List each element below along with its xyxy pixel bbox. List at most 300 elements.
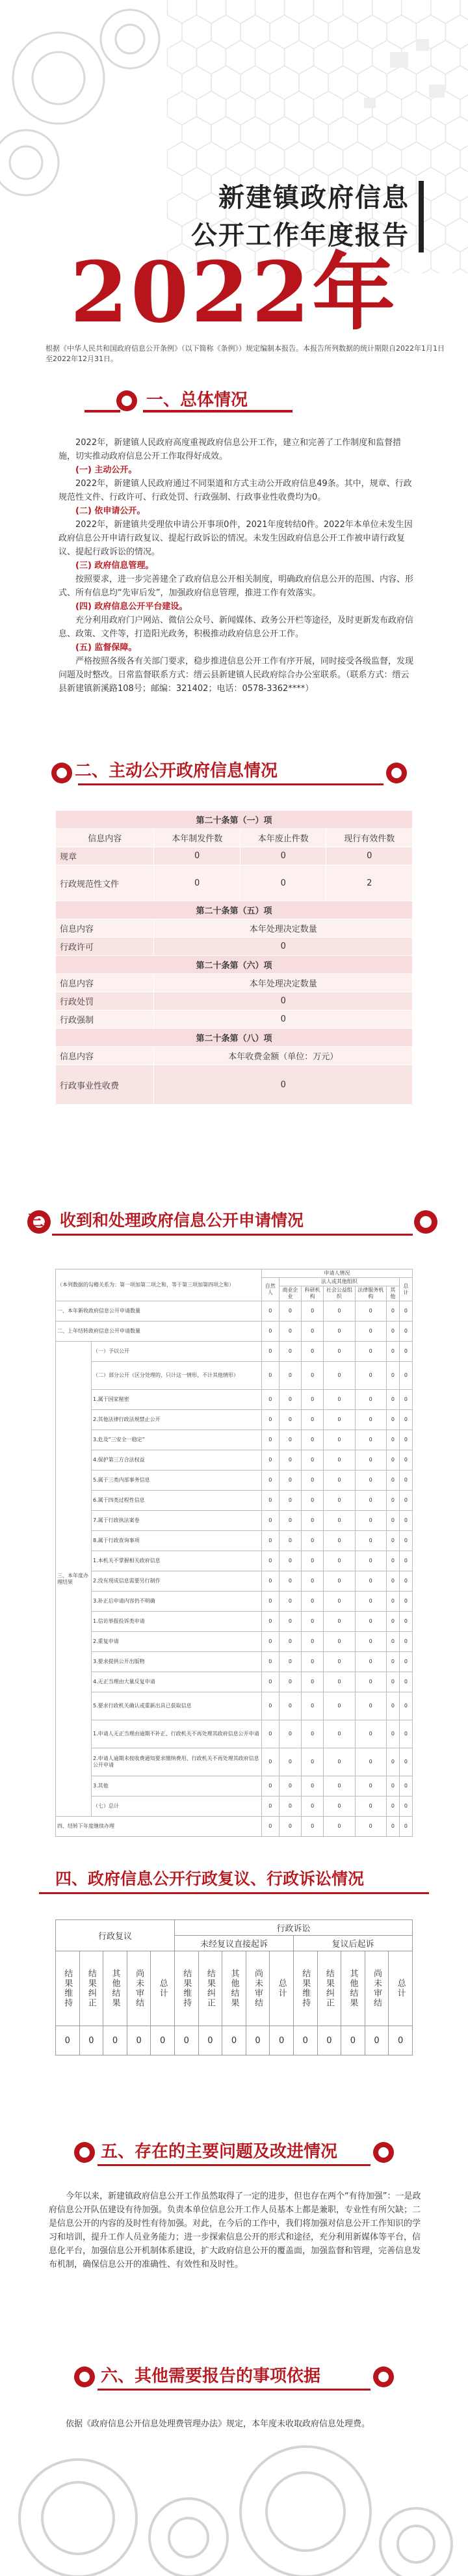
cell: 0 (279, 1551, 301, 1571)
cell: 0 (324, 1592, 355, 1612)
cell: 0 (279, 1720, 301, 1748)
cell: 0 (302, 1491, 324, 1511)
cell: 0 (302, 1450, 324, 1471)
cell: 0 (302, 1410, 324, 1430)
cell: 0 (302, 1592, 324, 1612)
cell: 0 (355, 1776, 386, 1796)
cell: 0 (355, 1592, 386, 1612)
cell: 0 (355, 1531, 386, 1551)
cell: 0 (246, 2026, 270, 2055)
cell: 0 (355, 1471, 386, 1491)
report-header (0, 0, 468, 342)
cell: 0 (355, 1511, 386, 1531)
section-1-body (58, 436, 416, 696)
cell: 0 (261, 1430, 279, 1450)
cell: 0 (355, 1362, 386, 1390)
col-header: 结果维持 (293, 1951, 317, 2026)
col-header: 复议后起诉 (293, 1936, 412, 1951)
row-label: 2.没有现成信息需要另行制作 (92, 1571, 262, 1592)
cell: 0 (399, 1632, 412, 1652)
col-header: 本年收费金额（单位：万元） (154, 1047, 413, 1065)
table-row (56, 1672, 413, 1692)
cell: 0 (261, 1322, 279, 1342)
cell: 0 (261, 1652, 279, 1672)
row-label: 行政许可 (56, 938, 154, 956)
cell: 0 (324, 1342, 355, 1362)
col-header: 其他结果 (103, 1951, 127, 2026)
cell: 0 (355, 1632, 386, 1652)
cell: 0 (279, 1410, 301, 1430)
cell: 0 (386, 1592, 399, 1612)
table-row (56, 1571, 413, 1592)
cell: 0 (261, 1301, 279, 1322)
col-header: 尚未审结 (365, 1951, 389, 2026)
cell: 0 (302, 1390, 324, 1410)
cell: 0 (386, 1342, 399, 1362)
cell: 0 (386, 1551, 399, 1571)
row-label: 二、上年结转政府信息公开申请数量 (56, 1322, 262, 1342)
col-header: 总计 (151, 1951, 175, 2026)
col-header: 总计 (399, 1278, 412, 1301)
cell: 0 (302, 1301, 324, 1322)
cell: 0 (386, 1776, 399, 1796)
row-label: 行政规范性文件 (56, 865, 154, 901)
col-header: 行政诉讼 (174, 1920, 412, 1936)
cell: 0 (399, 1796, 412, 1817)
table-row (56, 1551, 413, 1571)
cell: 0 (174, 2026, 198, 2055)
cell: 0 (151, 2026, 175, 2055)
cell: 0 (386, 1322, 399, 1342)
col-header: 结果纠正 (317, 1951, 341, 2026)
cell: 0 (317, 2026, 341, 2055)
section-1-intro: 2022年，新建镇人民政府高度重视政府信息公开工作，建立和完善了工作制度和监督措施，切实推动政府信息公开工作取得好成效。 (58, 438, 402, 461)
table-row (56, 1612, 413, 1632)
col-header: 未经复议直接起诉 (174, 1936, 293, 1951)
item-1-head: (一) 主动公开。 (75, 465, 137, 475)
cell: 0 (355, 1672, 386, 1692)
cell: 0 (386, 1531, 399, 1551)
col-header: 本年制发件数 (154, 829, 240, 847)
cell: 0 (261, 1672, 279, 1692)
cell: 0 (399, 1491, 412, 1511)
cell: 0 (355, 1571, 386, 1592)
review-litigation-table (55, 1919, 413, 2055)
col-header: 总计 (270, 1951, 294, 2026)
page-title-line1: 新建镇政府信息 (218, 183, 410, 213)
cell: 0 (355, 1612, 386, 1632)
table-row (56, 1720, 413, 1748)
row-label: 8.属于行政查询事项 (92, 1531, 262, 1551)
table-row (56, 1301, 413, 1322)
col-header: 结果维持 (56, 1951, 80, 2026)
col-header: 信息内容 (56, 829, 154, 847)
row-label: 5.要求行政机关确认或重新出具已获取信息 (92, 1692, 262, 1720)
col-header: 尚未审结 (127, 1951, 151, 2026)
item-2-text: 2022年，新建镇共受理依申请公开事项0件，2021年度转结0件。2022年本单位未发生因政府信息公开申请行政复议、提起行政诉讼的情况。未发生因政府信息公开工作被申请行政复议、提起行政诉讼的情况。 (58, 520, 413, 557)
item-3-text: 按照要求，进一步完善建全了政府信息公开相关制度，明确政府信息公开的范围、内容、形式、所有信息均“先审后发”，加强政府信息管理，推进工作有效落实。 (58, 575, 414, 598)
review-column-headers (56, 1951, 413, 2026)
cell: 0 (324, 1632, 355, 1652)
table-row (56, 1692, 413, 1720)
row-label: 行政强制 (56, 1010, 154, 1029)
cell: 0 (324, 1531, 355, 1551)
section-1-header (0, 385, 468, 424)
cell: 0 (324, 1450, 355, 1471)
cell: 0 (302, 1571, 324, 1592)
cell: 0 (324, 1471, 355, 1491)
cell: 0 (386, 1720, 399, 1748)
applications-table-body (56, 1301, 413, 1837)
col-header: 其他 (386, 1286, 399, 1301)
cell: 0 (302, 1362, 324, 1390)
cell: 0 (324, 1776, 355, 1796)
col-header: 本年处理决定数量 (154, 974, 413, 992)
col-header: 本年废止件数 (240, 829, 326, 847)
cell: 0 (399, 1672, 412, 1692)
cell: 0 (399, 1390, 412, 1410)
cell: 0 (279, 1796, 301, 1817)
cell: 0 (399, 1450, 412, 1471)
cell: 0 (399, 1748, 412, 1776)
section-4-header (0, 1861, 468, 1900)
cell: 0 (399, 1551, 412, 1571)
col-header: 信息内容 (56, 919, 154, 938)
caption-20-5: 第二十条第（五）项 (56, 901, 413, 919)
cell: 0 (302, 1342, 324, 1362)
cell: 0 (355, 1551, 386, 1571)
item-2-head: (二) 依申请公开。 (75, 506, 146, 516)
gear-icon (0, 2368, 468, 2576)
section-6-text: 依据《政府信息公开信息处理费管理办法》规定，本年度未收取政府信息处理费。 (66, 2419, 370, 2429)
cell: 0 (324, 1491, 355, 1511)
col-header: 结果纠正 (79, 1951, 103, 2026)
cell: 0 (279, 1322, 301, 1342)
cell: 0 (355, 1491, 386, 1511)
table-row (56, 1390, 413, 1410)
cell: 0 (399, 1592, 412, 1612)
cell: 0 (324, 1301, 355, 1322)
cell: 0 (261, 1632, 279, 1652)
row-label: 行政事业性收费 (56, 1065, 154, 1105)
cell: 0 (386, 1612, 399, 1632)
cell: 0 (341, 2026, 365, 2055)
cell: 0 (302, 1430, 324, 1450)
col-header: 其他结果 (222, 1951, 246, 2026)
section-3-header (0, 1204, 468, 1243)
cell: 0 (399, 1571, 412, 1592)
cell: 0 (355, 1342, 386, 1362)
cell: 0 (355, 1410, 386, 1430)
cell: 0 (261, 1362, 279, 1390)
cell: 0 (326, 847, 413, 865)
cell: 0 (399, 1612, 412, 1632)
cell: 0 (324, 1410, 355, 1430)
cell: 0 (355, 1817, 386, 1837)
cell: 0 (324, 1672, 355, 1692)
report-basis: 根据《中华人民共和国政府信息公开条例》（以下简称《条例》）规定编制本报告。本报告所列数据的统计期限自2022年1月1日至2022年12月31日。 (46, 344, 445, 363)
cell: 0 (261, 1531, 279, 1551)
item-1-text: 2022年，新建镇人民政府通过不同渠道和方式主动公开政府信息49条。其中，规章、行政规范性文件、行政许可、行政处罚、行政强制、行政事业性收费均为0。 (58, 479, 412, 502)
table-row (56, 1511, 413, 1531)
cell: 0 (279, 1817, 301, 1837)
cell: 0 (399, 1430, 412, 1450)
applications-table (55, 1269, 413, 1837)
table-row (56, 1652, 413, 1672)
row-label: 2.其他法律行政法规禁止公开 (92, 1410, 262, 1430)
cell: 0 (302, 1471, 324, 1491)
cell: 0 (261, 1342, 279, 1362)
col-header: 社会公益组织 (324, 1286, 355, 1301)
col-header: 商业企业 (279, 1286, 301, 1301)
col-header: 信息内容 (56, 1047, 154, 1065)
cell: 0 (302, 1776, 324, 1796)
row-label: 4.保护第三方合法权益 (92, 1450, 262, 1471)
cell: 0 (386, 1672, 399, 1692)
row-label: （一）予以公开 (92, 1342, 262, 1362)
col-header: 结果维持 (174, 1951, 198, 2026)
cell: 0 (198, 2026, 222, 2055)
cell: 0 (355, 1390, 386, 1410)
col-header: 现行有效件数 (326, 829, 413, 847)
cell: 0 (261, 1796, 279, 1817)
cell: 0 (154, 847, 240, 865)
cell: 0 (324, 1362, 355, 1390)
cell: 0 (399, 1362, 412, 1390)
table-row (56, 1817, 413, 1837)
table-row (56, 1410, 413, 1430)
cell: 0 (279, 1450, 301, 1471)
cell: 0 (386, 1430, 399, 1450)
cell: 0 (302, 1796, 324, 1817)
cell: 0 (279, 1430, 301, 1450)
cell: 0 (261, 1612, 279, 1632)
caption-20-1: 第二十条第（一）项 (56, 811, 413, 829)
section-1-title: 一、总体情况 (146, 390, 248, 410)
row-label: 2.申请人逾期未按收费通知要求缴纳费用、行政机关不再处理其政府信息公开申请 (92, 1748, 262, 1776)
cell: 0 (324, 1511, 355, 1531)
cell: 0 (302, 1720, 324, 1748)
cell: 0 (279, 1592, 301, 1612)
cell: 0 (279, 1748, 301, 1776)
cell: 0 (279, 1491, 301, 1511)
cell: 0 (154, 938, 413, 956)
corner-note: （本列数据的勾稽关系为：第一项加第二项之和，等于第三项加第四项之和） (56, 1269, 262, 1301)
cell: 0 (279, 1632, 301, 1652)
cell: 0 (279, 1362, 301, 1390)
table-row (56, 1592, 413, 1612)
cell: 0 (386, 1471, 399, 1491)
row-label: 2.重复申请 (92, 1632, 262, 1652)
row-label: （二）部分公开（区分处理的，只计这一情形，不计其他情形） (92, 1362, 262, 1390)
table-row (56, 1450, 413, 1471)
cell: 0 (293, 2026, 317, 2055)
cell: 0 (302, 1817, 324, 1837)
row-label: 6.属于四类过程性信息 (92, 1491, 262, 1511)
cell: 0 (386, 1632, 399, 1652)
title-divider (419, 181, 424, 252)
cell: 0 (399, 1511, 412, 1531)
cell: 0 (279, 1776, 301, 1796)
cell: 0 (279, 1652, 301, 1672)
table-row (56, 1748, 413, 1776)
col-header: 信息内容 (56, 974, 154, 992)
cell: 0 (386, 1450, 399, 1471)
cell: 0 (355, 1692, 386, 1720)
cell: 0 (302, 1551, 324, 1571)
cell: 2 (326, 865, 413, 901)
cell: 0 (279, 1531, 301, 1551)
cell: 0 (355, 1652, 386, 1672)
col-header: 尚未审结 (246, 1951, 270, 2026)
cell: 0 (302, 1322, 324, 1342)
cell: 0 (261, 1491, 279, 1511)
table-row (56, 1362, 413, 1390)
table-row (56, 1342, 413, 1362)
group-label: 三、本年度办理结果 (56, 1342, 92, 1817)
report-year: 2022年 (70, 244, 398, 342)
cell: 0 (154, 865, 240, 901)
row-label: 1.信访举报投诉类申请 (92, 1612, 262, 1632)
item-5-head: (五) 监督保障。 (75, 643, 137, 653)
section-2-header (0, 755, 468, 794)
cell: 0 (154, 1010, 413, 1029)
cell: 0 (399, 1692, 412, 1720)
row-label: 一、本年新收政府信息公开申请数量 (56, 1301, 262, 1322)
cell: 0 (399, 1342, 412, 1362)
cell: 0 (386, 1410, 399, 1430)
cell: 0 (302, 1672, 324, 1692)
table-row (56, 1430, 413, 1450)
cell: 0 (302, 1511, 324, 1531)
table-row (56, 1796, 413, 1817)
cell: 0 (324, 1322, 355, 1342)
section-2-title: 二、主动公开政府信息情况 (75, 761, 278, 781)
cell: 0 (154, 1065, 413, 1105)
cell: 0 (324, 1652, 355, 1672)
cell: 0 (386, 1796, 399, 1817)
section-5-text: 今年以来，新建镇政府信息公开工作虽然取得了一定的进步，但也存在两个“有待加强”：一是政府信息公开队伍建设有待加强。负责本单位信息公开工作人员基本上都是兼职，专业性有所欠缺；二是信息公开的内容的及时性有待加强。对此，在今后的工作中，我们将加强对信息公开工作知识的学习和培训，提升工作人员业务能力；进一步探索信息公开的形式和途径，充分利用新媒体等平台，信息化平台，加强信息公开机制体系建设，扩大政府信息公开的覆盖面，加强监督和管理，完善信息发布机制，确保信息公开的准确性、有效性和及时性。 (49, 2191, 421, 2270)
col-header: 自然人 (261, 1278, 279, 1301)
cell: 0 (355, 1748, 386, 1776)
cell: 0 (399, 1817, 412, 1837)
section-5-title: 五、存在的主要问题及改进情况 (101, 2142, 338, 2162)
row-label: 3.要求提供公开出版物 (92, 1652, 262, 1672)
cell: 0 (79, 2026, 103, 2055)
cell: 0 (279, 1390, 301, 1410)
cell: 0 (324, 1571, 355, 1592)
cell: 0 (261, 1776, 279, 1796)
section-6-title: 六、其他需要报告的事项依据 (101, 2366, 321, 2386)
cell: 0 (261, 1817, 279, 1837)
item-4-head: (四) 政府信息公开平台建设。 (75, 602, 188, 612)
cell: 0 (324, 1551, 355, 1571)
cell: 0 (261, 1410, 279, 1430)
cell: 0 (279, 1692, 301, 1720)
caption-20-8: 第二十条第（八）项 (56, 1029, 413, 1047)
cell: 0 (261, 1511, 279, 1531)
cell: 0 (261, 1692, 279, 1720)
row-label: （七）总计 (92, 1796, 262, 1817)
cell: 0 (324, 1612, 355, 1632)
row-label: 1.申请人无正当理由逾期不补正、行政机关不再处理其政府信息公开申请 (92, 1720, 262, 1748)
cell: 0 (324, 1720, 355, 1748)
col-header: 法律服务机构 (355, 1286, 386, 1301)
section-3-title: 三、收到和处理政府信息公开申请情况 (27, 1211, 304, 1230)
item-3-head: (三) 政府信息管理。 (75, 561, 154, 571)
cell: 0 (355, 1430, 386, 1450)
cell: 0 (279, 1612, 301, 1632)
cell: 0 (103, 2026, 127, 2055)
table-row (56, 1471, 413, 1491)
cell: 0 (302, 1632, 324, 1652)
cell: 0 (324, 1390, 355, 1410)
row-label: 3.补正后申请内容仍不明确 (92, 1592, 262, 1612)
row-label: 7.属于行政执法案卷 (92, 1511, 262, 1531)
item-5-text: 严格按照各级各有关部门要求，稳步推进信息公开工作有序开展，同时接受各级监督，发现问题及时整改。日常监督联系方式：缙云县新建镇人民政府综合办公室联系。（联系方式：缙云县新建镇新溪路108号；邮编：321402；电话：0578-3362****） (58, 657, 414, 694)
cell: 0 (56, 2026, 80, 2055)
cell: 0 (386, 1652, 399, 1672)
cell: 0 (386, 1491, 399, 1511)
cell: 0 (399, 1776, 412, 1796)
cell: 0 (154, 992, 413, 1010)
cell: 0 (324, 1796, 355, 1817)
cell: 0 (279, 1471, 301, 1491)
row-label: 四、结转下年度继续办理 (56, 1817, 262, 1837)
cell: 0 (386, 1748, 399, 1776)
row-label: 1.属于国家秘密 (92, 1390, 262, 1410)
cell: 0 (302, 1748, 324, 1776)
cell: 0 (399, 1322, 412, 1342)
item-4-text: 充分利用政府门户网站、微信公众号、新闻媒体、政务公开栏等途径，及时更新发布政府信息、政策、文件等，打造阳光政务，积极推动政府信息公开工作。 (58, 616, 414, 639)
cell: 0 (355, 1450, 386, 1471)
cell: 0 (399, 1531, 412, 1551)
cell: 0 (386, 1362, 399, 1390)
article-20-table (55, 810, 413, 1105)
cell: 0 (261, 1592, 279, 1612)
row-label: 4.无正当理由大量反复申请 (92, 1672, 262, 1692)
cell: 0 (399, 1471, 412, 1491)
cell: 0 (240, 865, 326, 901)
cell: 0 (240, 847, 326, 865)
table-row (56, 1322, 413, 1342)
cell: 0 (279, 1342, 301, 1362)
page-title-line2: 公开工作年度报告 (191, 221, 410, 251)
caption-20-6: 第二十条第（六）项 (56, 956, 413, 974)
cell: 0 (386, 1817, 399, 1837)
cell: 0 (261, 1720, 279, 1748)
col-header: 行政复议 (56, 1920, 175, 1951)
row-label: 行政处罚 (56, 992, 154, 1010)
cell: 0 (270, 2026, 294, 2055)
cell: 0 (399, 1301, 412, 1322)
cell: 0 (324, 1748, 355, 1776)
section-5-header (0, 2134, 468, 2173)
cell: 0 (279, 1571, 301, 1592)
cell: 0 (386, 1301, 399, 1322)
section-4-title: 四、政府信息公开行政复议、行政诉讼情况 (55, 1869, 365, 1888)
cell: 0 (365, 2026, 389, 2055)
col-header: 本年处理决定数量 (154, 919, 413, 938)
cell: 0 (386, 1571, 399, 1592)
row-label: 规章 (56, 847, 154, 865)
cell: 0 (355, 1301, 386, 1322)
cell: 0 (279, 1672, 301, 1692)
cell: 0 (127, 2026, 151, 2055)
row-label: 1.本机关不掌握相关政府信息 (92, 1551, 262, 1571)
row-label: 3.其他 (92, 1776, 262, 1796)
cell: 0 (399, 1410, 412, 1430)
